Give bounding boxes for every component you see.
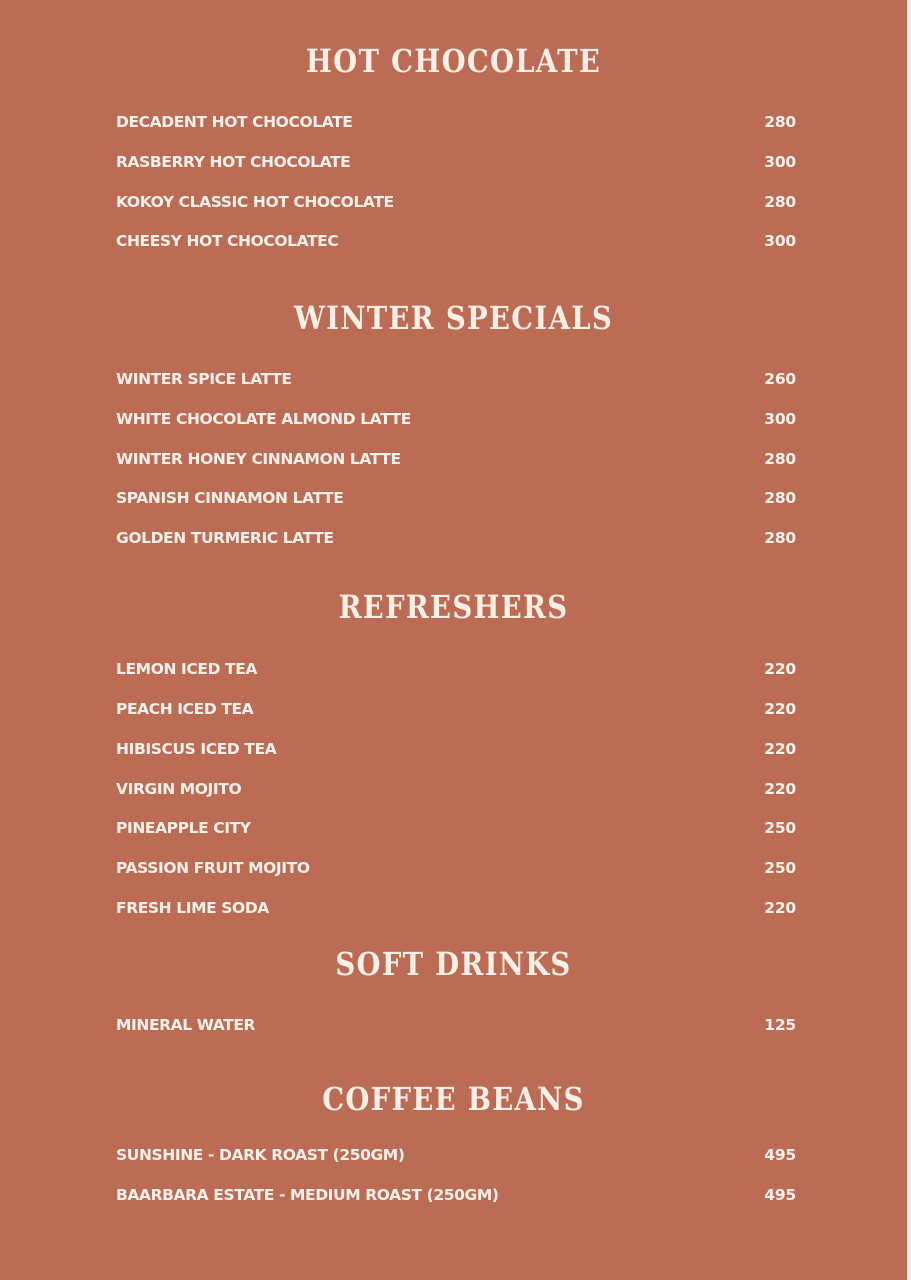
menu-item-name: BAARBARA ESTATE - MEDIUM ROAST (250GM): [116, 1186, 499, 1204]
menu-item-name: MINERAL WATER: [116, 1016, 256, 1034]
menu-item: [116, 109, 796, 135]
menu-item-name: KOKOY CLASSIC HOT CHOCOLATE: [116, 193, 394, 211]
menu-item-price: 260: [764, 370, 796, 388]
menu-item-name: WINTER SPICE LATTE: [116, 370, 292, 388]
menu-item-name: CHEESY HOT CHOCOLATEC: [116, 232, 339, 250]
menu-item: [116, 406, 796, 432]
menu-item-price: 250: [764, 819, 796, 837]
menu-item-name: LEMON ICED TEA: [116, 660, 257, 678]
menu-item: [116, 895, 796, 921]
menu-item: [116, 736, 796, 762]
menu-item: [116, 776, 796, 802]
menu-item-price: 220: [764, 780, 796, 798]
menu-item: [116, 525, 796, 551]
page-edge: [907, 0, 911, 1280]
menu-item: [116, 485, 796, 511]
section-title-coffee-beans: COFFEE BEANS: [322, 1080, 585, 1118]
menu-item-price: 280: [764, 113, 796, 131]
menu-item-price: 220: [764, 660, 796, 678]
menu-item-price: 495: [764, 1186, 796, 1204]
menu-item-name: DECADENT HOT CHOCOLATE: [116, 113, 353, 131]
menu-item: [116, 656, 796, 682]
menu-item: [116, 446, 796, 472]
menu-item: [116, 189, 796, 215]
menu-item: [116, 1142, 796, 1168]
menu-item: [116, 855, 796, 881]
menu-item-name: WHITE CHOCOLATE ALMOND LATTE: [116, 410, 411, 428]
section-title-hot-chocolate: HOT CHOCOLATE: [305, 42, 602, 80]
section-title-refreshers: REFRESHERS: [338, 588, 569, 626]
menu-item: [116, 815, 796, 841]
menu-item-name: PINEAPPLE CITY: [116, 819, 251, 837]
menu-item-price: 280: [764, 450, 796, 468]
menu-item-name: HIBISCUS ICED TEA: [116, 740, 277, 758]
menu-item-name: WINTER HONEY CINNAMON LATTE: [116, 450, 401, 468]
menu-item: [116, 366, 796, 392]
menu-item-price: 125: [764, 1016, 796, 1034]
menu-item-name: PASSION FRUIT MOJITO: [116, 859, 310, 877]
section-title-soft-drinks: SOFT DRINKS: [335, 945, 572, 983]
menu-item-price: 495: [764, 1146, 796, 1164]
menu-item-price: 280: [764, 193, 796, 211]
menu-item-name: SUNSHINE - DARK ROAST (250GM): [116, 1146, 405, 1164]
menu-item-price: 220: [764, 899, 796, 917]
menu-item: [116, 1012, 796, 1038]
menu-item-name: FRESH LIME SODA: [116, 899, 269, 917]
menu-item-name: RASBERRY HOT CHOCOLATE: [116, 153, 351, 171]
menu-item-name: PEACH ICED TEA: [116, 700, 254, 718]
menu-item-name: VIRGIN MOJITO: [116, 780, 242, 798]
menu-item-price: 300: [764, 153, 796, 171]
menu-item-price: 220: [764, 740, 796, 758]
menu-item: [116, 696, 796, 722]
menu-item-price: 300: [764, 232, 796, 250]
menu-item-name: SPANISH CINNAMON LATTE: [116, 489, 344, 507]
menu-item-name: GOLDEN TURMERIC LATTE: [116, 529, 334, 547]
section-title-winter-specials: WINTER SPECIALS: [293, 299, 614, 337]
menu-item: [116, 228, 796, 254]
menu-item-price: 220: [764, 700, 796, 718]
menu-item-price: 280: [764, 529, 796, 547]
menu-item-price: 250: [764, 859, 796, 877]
menu-item-price: 300: [764, 410, 796, 428]
menu-item: [116, 149, 796, 175]
menu-item-price: 280: [764, 489, 796, 507]
menu-item: [116, 1182, 796, 1208]
